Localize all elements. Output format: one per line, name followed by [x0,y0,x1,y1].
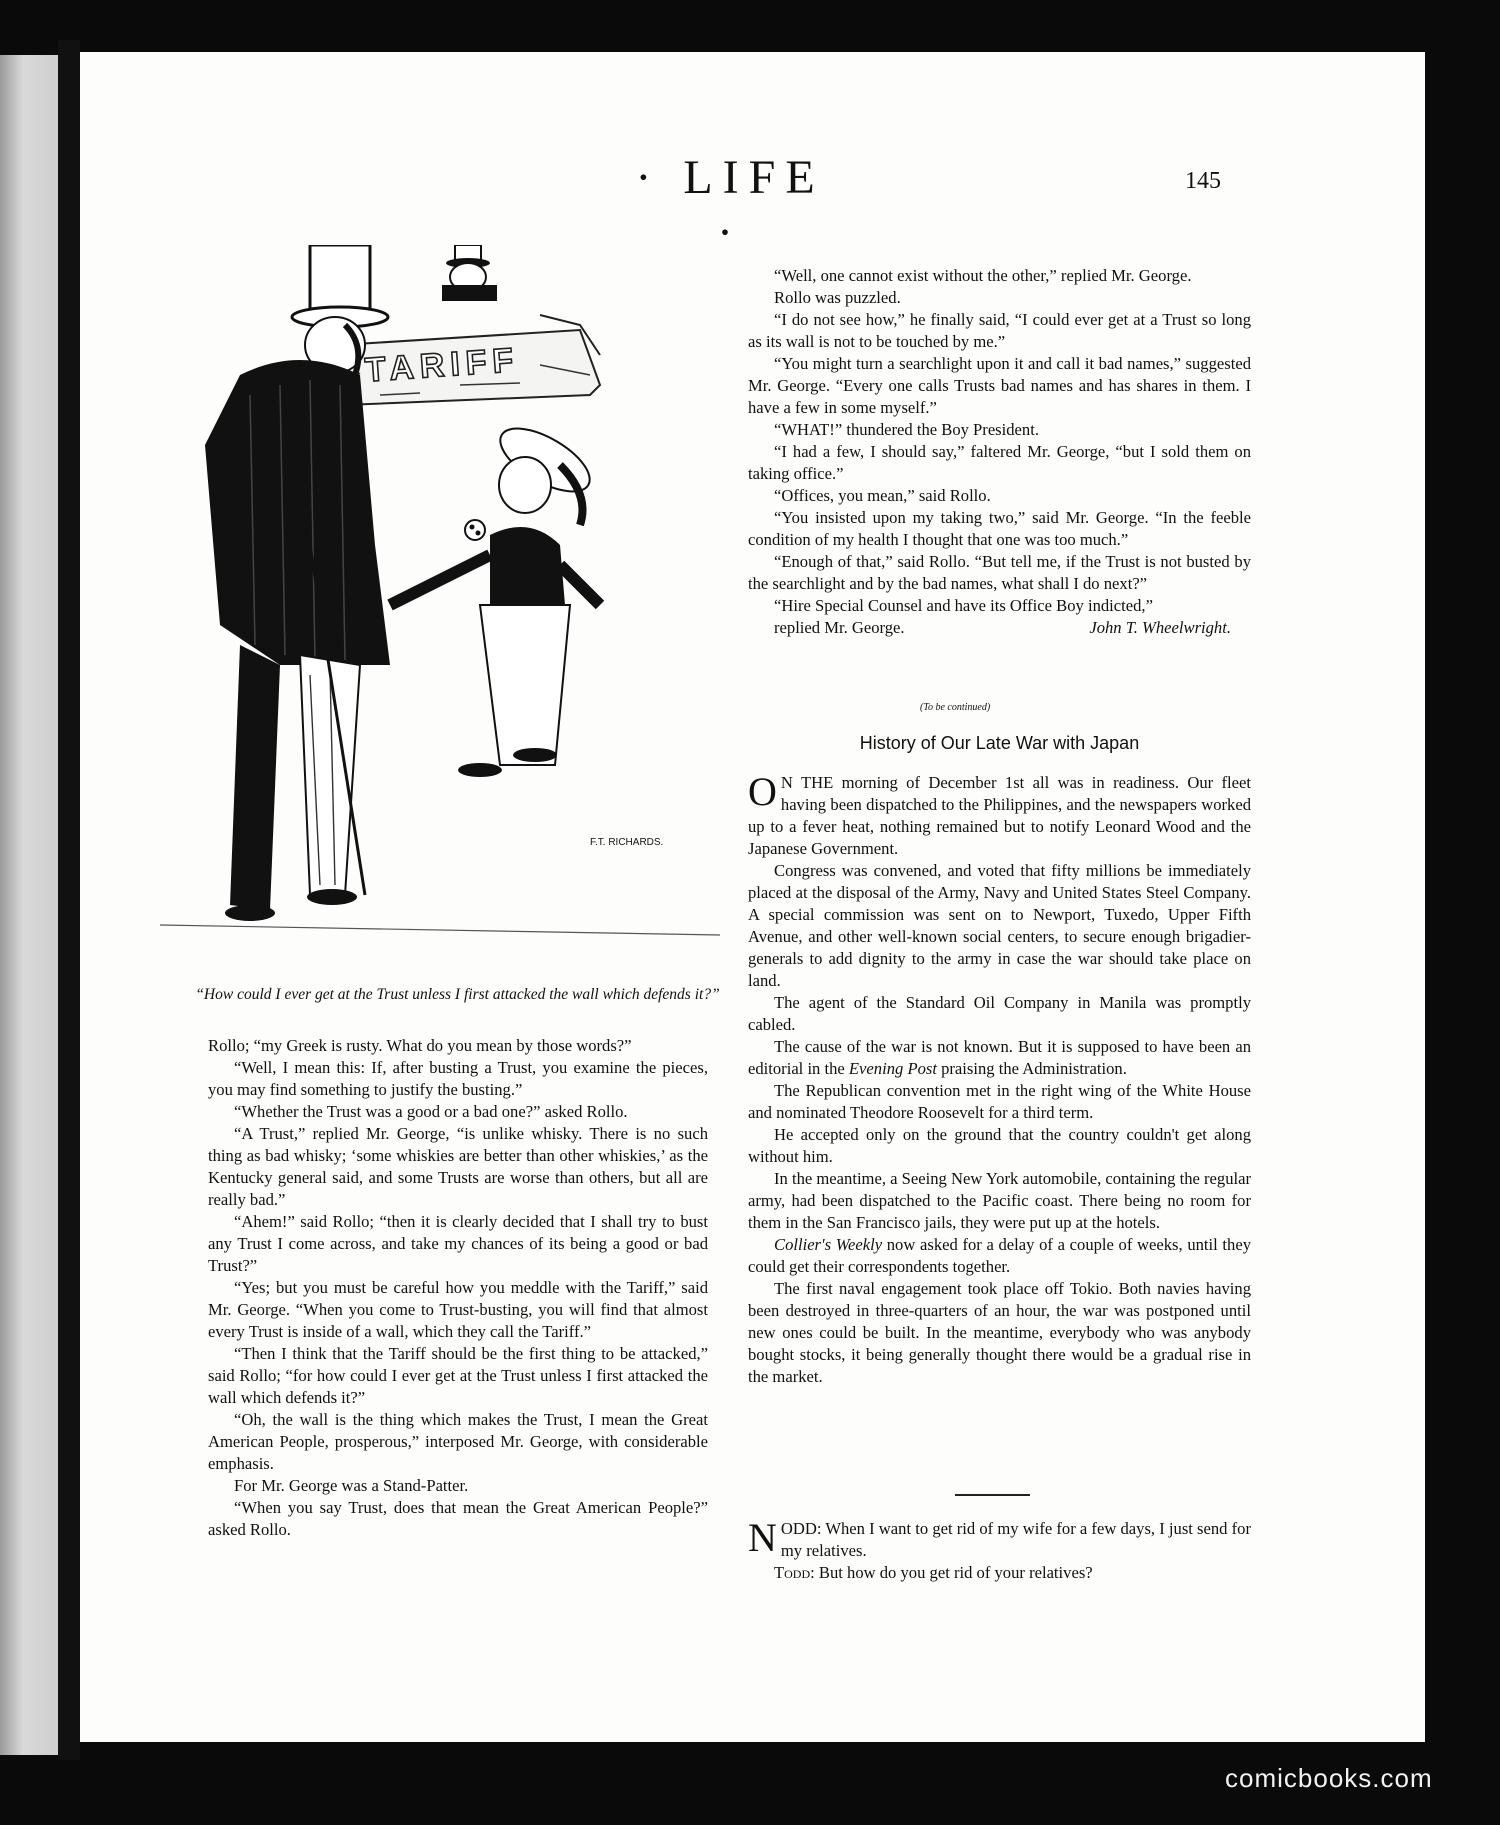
adjacent-page-edge [0,55,58,1755]
joke-line [748,1562,1251,1584]
signoff-line [748,617,1251,639]
article-lead-paragraph [748,769,1251,860]
paragraph: The first naval engagement took place off Tokio. Both navies having been destroyed in three-quarters of an hour, the war was postponed until new ones could be built. In the meantime, everybody who was anybody bought stocks, it being generally thought there would be a gradual rise in the market. [748,1279,1251,1386]
article-body [748,769,1252,1388]
speaker-name: Todd: [774,1563,815,1582]
page-number: 145 [1185,168,1221,194]
paragraph: “A Trust,” replied Mr. George, “is unlike whisky. There is no such thing as bad whisky; ‘some whiskies are better than other whiskies,’ as the Kentucky general said, and some Trusts are worse than others, but all are really bad.” [208,1124,708,1209]
uncle-sam-peeking [442,245,497,301]
mr-george-figure [205,245,390,921]
paragraph: For Mr. George was a Stand-Patter. [234,1476,469,1495]
paragraph: “Well, I mean this: If, after busting a Trust, you examine the pieces, you may find something to justify the busting.” [208,1058,708,1099]
paragraph: The agent of the Standard Oil Company in Manila was promptly cabled. [748,993,1251,1034]
text-run: praising the Administration. [936,1059,1127,1078]
paragraph: “Well, one cannot exist without the other,” replied Mr. George. [774,266,1192,285]
lead-text: N THE morning of December 1st all was in readiness. Our fleet having been dispatched to the Philippines, and the newspapers worked up to a fever heat, nothing remained but to notify Leonard Wood and the Japanese Government. [748,773,1251,858]
publication-title: Evening Post [848,1059,937,1078]
paragraph: “I do not see how,” he finally said, “I could ever get at a Trust so long as its wall is not to be touched by me.” [748,310,1251,351]
cartoon-illustration [160,245,720,980]
paragraph: “When you say Trust, does that mean the Great American People?” asked Rollo. [208,1498,708,1539]
paragraph: “You insisted upon my taking two,” said Mr. George. “In the feeble condition of my health I thought that one was too much.” [748,508,1251,549]
cartoon-caption: “How could I ever get at the Trust unless I first attacked the wall which defends it?” [195,986,720,1003]
paragraph: “Oh, the wall is the thing which makes the Trust, I mean the Great American People, prosperous,” interposed Mr. George, with considerable emphasis. [208,1410,708,1473]
page-gutter [58,40,80,1760]
paragraph [748,1234,1251,1278]
paragraph: “WHAT!” thundered the Boy President. [774,420,1039,439]
signoff-text: replied Mr. George. [774,618,905,637]
rollo-boy-figure [390,416,600,777]
left-column [208,1035,708,1541]
masthead: · LIFE · [635,151,825,259]
watermark: comicbooks.com [1225,1763,1433,1793]
paragraph: “You might turn a searchlight upon it and call it bad names,” suggested Mr. George. “Every one calls Trusts bad names and has shares in them. I have a few in some myself.” [748,354,1251,417]
joke-text: But how do you get rid of your relatives? [814,1563,1093,1582]
paragraph: “Then I think that the Tariff should be the first thing to be attacked,” said Rollo; “for how could I ever get at the Trust unless I first attacked the wall which defends it?” [208,1344,708,1407]
paragraph: “I had a few, I should say,” faltered Mr. George, “but I sold them on taking office.” [748,442,1251,483]
paragraph: “Yes; but you must be careful how you meddle with the Tariff,” said Mr. George. “When you come to Trust-busting, you will find that almost every Trust is inside of a wall, which they call the Tariff.” [208,1278,708,1341]
author-byline: John T. Wheelwright. [1089,618,1231,637]
right-column-story [748,265,1251,639]
drop-cap: O [748,769,777,814]
paragraph: “Enough of that,” said Rollo. “But tell me, if the Trust is not busted by the searchlight and by the bad names, what shall I do next?” [748,552,1251,593]
paragraph: “Offices, you mean,” said Rollo. [774,486,991,505]
drop-cap: N [748,1515,777,1560]
paragraph: Rollo was puzzled. [774,288,901,307]
paragraph: “Ahem!” said Rollo; “then it is clearly decided that I shall try to bust any Trust I come across, and take my chances of its being a good or bad Trust?” [208,1212,708,1275]
paragraph: Rollo; “my Greek is rusty. What do you mean by those words?” [208,1036,632,1055]
joke-block [748,1515,1251,1584]
text-run: now asked for a delay of a couple of weeks, until they could get their correspondents together. [748,1235,1252,1276]
paragraph: “Whether the Trust was a good or a bad one?” asked Rollo. [234,1102,628,1121]
publication-title: Collier's Weekly [774,1235,883,1254]
continued-note: (To be continued) [920,702,991,713]
paragraph: Congress was convened, and voted that fifty millions be immediately placed at the disposal of the Army, Navy and United States Steel Company. A special commission was sent on to Newport, Tuxedo, Upper Fifth Avenue, and other well-known social centers, to secure enough brigadier-generals to add dignity to the army in case the war should take place on land. [748,861,1251,990]
joke-text: ODD: When I want to get rid of my wife for a few days, I just send for my relatives. [780,1519,1251,1560]
paragraph: He accepted only on the ground that the country couldn't get along without him. [748,1125,1251,1166]
paragraph: The Republican convention met in the right wing of the White House and nominated Theodore Roosevelt for a third term. [748,1081,1251,1122]
paragraph: In the meantime, a Seeing New York automobile, containing the regular army, had been dispatched to the Pacific coast. There being no room for them in the San Francisco jails, they were put up at the hotels. [748,1169,1251,1232]
paragraph [748,1036,1251,1080]
joke-line [748,1515,1251,1562]
article-headline: History of Our Late War with Japan [859,733,1140,753]
artist-signature: F.T. RICHARDS. [590,837,664,848]
paragraph: “Hire Special Counsel and have its Office Boy indicted,” [774,596,1153,615]
wall-text: TARIFF [363,340,521,390]
section-divider [955,1494,1030,1496]
text-run: The cause of the war is not known. But it is supposed to have been an editorial in the [748,1037,1251,1078]
